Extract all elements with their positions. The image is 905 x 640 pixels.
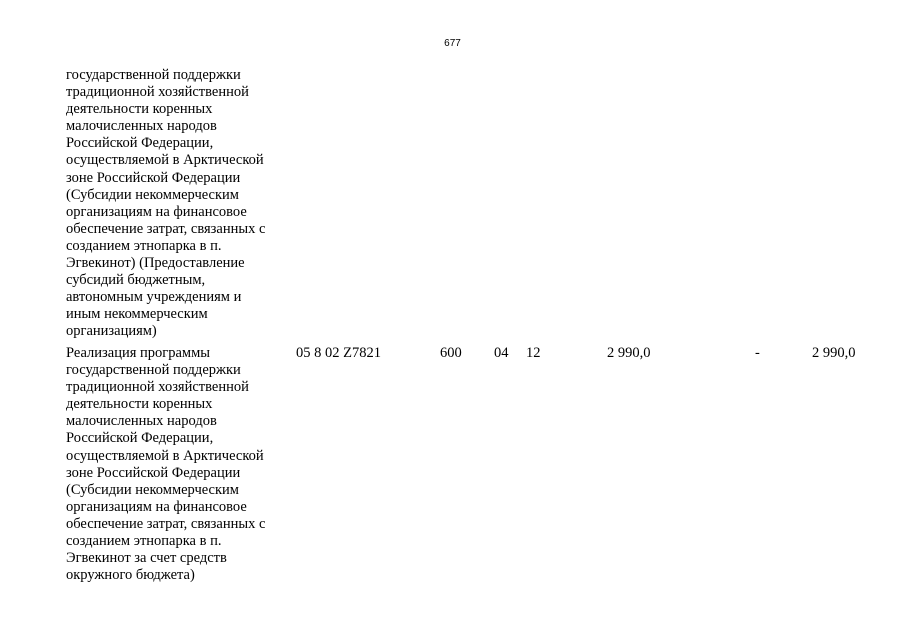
section-code: 04 [494,345,509,361]
continued-row-description: государственной поддержки традиционной хозяйственной деятельности коренных малочисленных народов Российской Федерации, осуществляемой в Арктической зоне Российской Федерации (Субсидии некоммерческим организациям на финансовое обеспечение затрат, связанных с созданием этнопарка в п. Эгвекинот) (Предоставление субсидий бюджетным, автономным учреждениям и иным некоммерческим организациям) [66,67,266,340]
expense-type-code: 600 [440,345,462,361]
sum-column-3: 2 990,0 [812,345,856,361]
page-number: 677 [444,38,461,49]
target-article-code: 05 8 02 Z7821 [296,345,381,361]
subsection-code: 12 [526,345,541,361]
row-description: Реализация программы государственной поддержки традиционной хозяйственной деятельности коренных малочисленных народов Российской Федерации, осуществляемой в Арктической зоне Российской Федерации (Субсидии некоммерческим организациям на финансовое обеспечение затрат, связанных с созданием этнопарка в п. Эгвекинот за счет средств окружного бюджета) [66,345,266,584]
sum-column-1: 2 990,0 [607,345,651,361]
sum-column-2: - [755,345,760,361]
